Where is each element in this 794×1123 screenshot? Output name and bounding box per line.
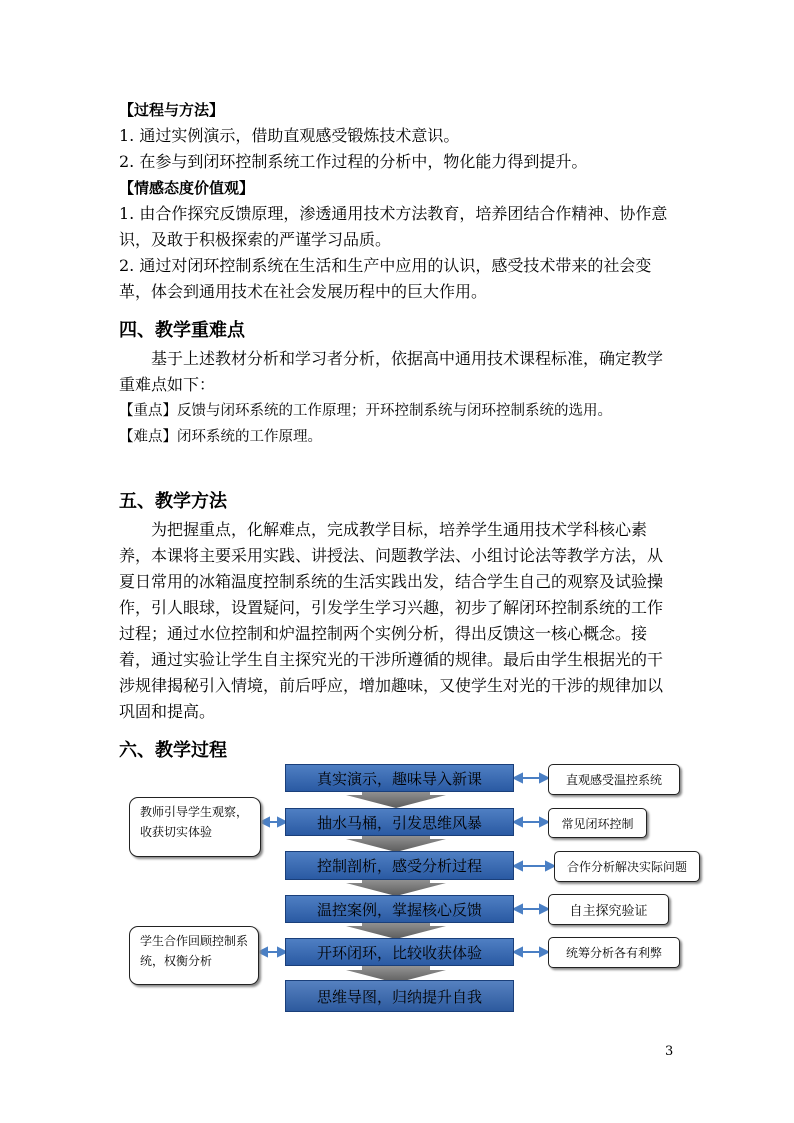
section-4-heading: 四、教学重难点: [119, 320, 245, 341]
right-note-4: 自主探究验证: [548, 894, 669, 925]
key-point: 【重点】反馈与闭环系统的工作原理；开环控制系统与闭环控制系统的选用。: [119, 403, 612, 419]
left-note-1: 教师引导学生观察，收获切实体验: [129, 797, 261, 857]
section-5-line-6: 着，通过实验让学生自主探究光的干涉所遵循的规律。最后由学生根据光的干: [119, 650, 664, 669]
process-method-item-2: 2. 在参与到闭环控制系统工作过程的分析中，物化能力得到提升。: [119, 152, 588, 171]
flow-step-3: 控制剖析，感受分析过程: [285, 851, 514, 880]
page-number: 3: [665, 1044, 674, 1059]
section-5-line-5: 过程；通过水位控制和炉温控制两个实例分析，得出反馈这一核心概念。接: [119, 624, 648, 643]
section-5-heading: 五、教学方法: [119, 491, 227, 512]
flow-step-6: 思维导图，归纳提升自我: [285, 980, 514, 1012]
section-4-intro-line-1: 基于上述教材分析和学习者分析，依据高中通用技术课程标准，确定教学: [151, 349, 664, 368]
emotion-item-2-line-1: 2. 通过对闭环控制系统在生活和生产中应用的认识，感受技术带来的社会变: [119, 256, 652, 275]
right-note-2: 常见闭环控制: [548, 808, 647, 838]
flow-step-4: 温控案例，掌握核心反馈: [285, 895, 514, 923]
section-5-line-2: 养，本课将主要采用实践、讲授法、问题教学法、小组讨论法等教学方法，从: [119, 546, 664, 565]
flow-step-5: 开环闭环，比较收获体验: [285, 938, 514, 966]
section-5-line-4: 作，引人眼球，设置疑问，引发学生学习兴趣，初步了解闭环控制系统的工作: [119, 598, 664, 617]
section-5-line-8: 巩固和提高。: [119, 702, 216, 721]
left-note-2: 学生合作回顾控制系统，权衡分析: [129, 926, 259, 985]
right-note-1: 直观感受温控系统: [548, 764, 680, 795]
section-5-line-3: 夏日常用的冰箱温度控制系统的生活实践出发，结合学生自己的观察及试验操: [119, 572, 664, 591]
emotion-item-1-line-2: 识，及敢于积极探索的严谨学习品质。: [119, 230, 392, 249]
section-4-intro-line-2: 重难点如下：: [119, 375, 216, 394]
emotion-item-2-line-2: 革，体会到通用技术在社会发展历程中的巨大作用。: [119, 282, 488, 301]
section-5-line-1: 为把握重点，化解难点，完成教学目标，培养学生通用技术学科核心素: [151, 520, 648, 539]
emotion-title: 【情感态度价值观】: [119, 179, 255, 197]
flow-step-2: 抽水马桶，引发思维风暴: [285, 808, 514, 836]
difficult-point: 【难点】闭环系统的工作原理。: [119, 429, 322, 445]
flow-step-1: 真实演示，趣味导入新课: [285, 764, 514, 792]
process-method-title: 【过程与方法】: [119, 101, 225, 119]
process-method-item-1: 1. 通过实例演示，借助直观感受锻炼技术意识。: [119, 126, 460, 145]
emotion-item-1-line-1: 1. 由合作探究反馈原理，渗透通用技术方法教育，培养团结合作精神、协作意: [119, 204, 668, 223]
section-6-heading: 六、教学过程: [119, 740, 227, 761]
right-note-3: 合作分析解决实际问题: [554, 851, 700, 882]
section-5-line-7: 涉规律揭秘引入情境，前后呼应，增加趣味，又使学生对光的干涉的规律加以: [119, 676, 664, 695]
right-note-5: 统筹分析各有利弊: [548, 937, 680, 968]
